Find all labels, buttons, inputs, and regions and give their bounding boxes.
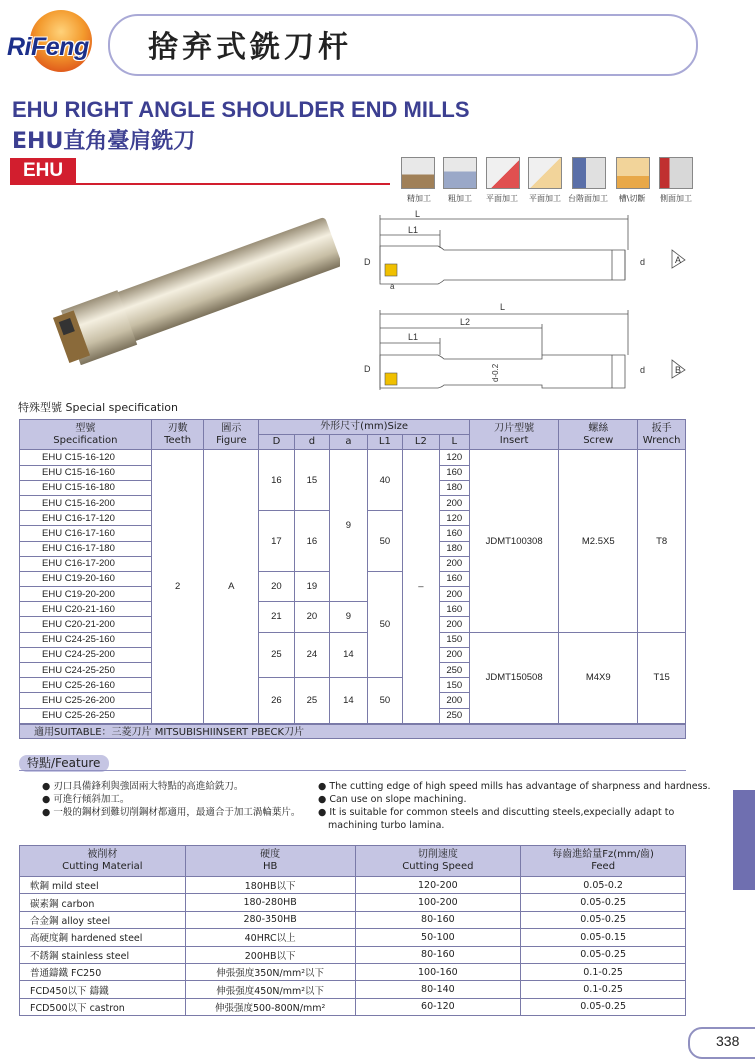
feature-title: 特點/Feature [19, 755, 109, 772]
side-tab [733, 790, 755, 890]
divider [19, 770, 686, 771]
finishing-icon [401, 157, 435, 189]
list-item: machining turbo lamina. [328, 820, 445, 831]
process-label: 精加工 [407, 194, 431, 203]
divider [10, 183, 390, 185]
table-row: 不銹鋼 stainless steel 200HB以下 80-160 0.05-0.25 [20, 946, 686, 963]
table-row: EHU C24-25-160 25 24 14 150 JDMT150508 M4X9 T15 [20, 632, 686, 647]
page-number: 338 [716, 1033, 740, 1049]
features-zh [42, 780, 332, 819]
table-row: EHU C19-20-160 20 19 50 160 [20, 571, 686, 586]
face-milling-2-icon [528, 157, 562, 189]
process-label: 台階面加工 [568, 194, 608, 203]
table-row: EHU C25-26-160 26 25 14 50 150 [20, 678, 686, 693]
process-label: 側面加工 [660, 194, 692, 203]
list-item: ● The cutting edge of high speed mills has advantage of sharpness and hardness. [318, 781, 711, 792]
table-row: 高硬度鋼 hardened steel 40HRC以上 50-100 0.05-0.15 [20, 929, 686, 946]
product-title-en: EHU RIGHT ANGLE SHOULDER END MILLS [12, 97, 470, 122]
tool-photo [40, 205, 340, 365]
list-item: ● 一般的鋼材到難切削鋼材都適用，最適合于加工渦輪葉片。 [42, 807, 301, 818]
table-row: EHU C20-21-200 200 [20, 617, 686, 632]
suitable-note: 適用SUITABLE：三菱刀片 MITSUBISHIINSERT PBECK刀片 [19, 724, 686, 739]
table-row: 合金鋼 alloy steel 280-350HB 80-160 0.05-0.25 [20, 911, 686, 928]
figure-B-label: B [675, 365, 682, 375]
shoulder-icon [572, 157, 606, 189]
dim-d-b: d [640, 365, 646, 375]
dim-D-b: D [364, 364, 371, 374]
table-row: EHU C16-17-160 160 [20, 526, 686, 541]
face-milling-icon [486, 157, 520, 189]
dim-d02: d-0.2 [491, 363, 500, 382]
logo: RiFeng [7, 33, 89, 61]
dim-L-b: L [500, 302, 506, 312]
material-table: 被削材 Cutting Material 硬度 HB 切削速度 Cutting Speed 每齒進給量Fz(mm/齒) Feed 軟鋼 mild steel 180HB以下 120-200 0.05-0.2 碳素鋼 carbon 180-280HB 100-200 0.05-0.25 合金鋼 alloy steel 280-350HB 80-160 0.05-0.25 高硬度鋼 hardened steel 40HRC以上 50-100 0.05-0.15 不銹鋼 stainless steel 200HB以下 80-160 0.05-0.25 普通鑄鐵 FC250 伸張强度350N/mm²以下 100-160 0.1-0.25 FCD450以下 鑄鐵 伸張强度450N/mm²以下 80-140 0.1-0.25 FCD500以下 castron 伸張强度500-800N/mm² 60-120 0.05-0.25 [19, 845, 686, 1016]
table-row: FCD450以下 鑄鐵 伸張强度450N/mm²以下 80-140 0.1-0.25 [20, 981, 686, 998]
table-row: EHU C16-17-180 180 [20, 541, 686, 556]
spec-title: 特殊型號 Special specification [18, 401, 178, 414]
technical-drawing [350, 210, 700, 390]
list-item: ● 刃口具備鋒利與強固兩大特點的高進給銑刀。 [42, 781, 244, 792]
table-row: 普通鑄鐵 FC250 伸張强度350N/mm²以下 100-160 0.1-0.25 [20, 963, 686, 980]
dim-D: D [364, 257, 371, 267]
table-row: EHU C15-16-200 200 [20, 495, 686, 510]
process-label: 粗加工 [448, 194, 472, 203]
table-row: EHU C25-26-250 250 [20, 708, 686, 723]
process-label: 平面加工 [486, 194, 518, 203]
process-label: 槽\切斷 [618, 194, 646, 203]
features-en [318, 780, 718, 832]
table-row: EHU C15-16-120 2 A 16 15 9 40 – 120 JDMT100308 M2.5X5 T8 [20, 450, 686, 465]
dim-L: L [415, 210, 421, 219]
table-row: 軟鋼 mild steel 180HB以下 120-200 0.05-0.2 [20, 877, 686, 894]
list-item: ● It is suitable for common steels and discutting steels,expecially adapt to [318, 807, 675, 818]
product-title-zh: EHU直角臺肩銑刀 [12, 129, 196, 154]
page-title: 捨弃式銑刀杆 [148, 30, 352, 65]
series-tag: EHU [10, 158, 76, 184]
table-row: EHU C16-17-120 17 16 50 120 [20, 511, 686, 526]
roughing-icon [443, 157, 477, 189]
table-row: EHU C24-25-200 200 [20, 647, 686, 662]
dim-L1-b: L1 [408, 332, 419, 342]
table-row: EHU C15-16-160 160 [20, 465, 686, 480]
dim-L2: L2 [460, 317, 471, 327]
dim-L1: L1 [408, 225, 419, 235]
side-milling-icon [659, 157, 693, 189]
table-row: EHU C16-17-200 200 [20, 556, 686, 571]
list-item: ● Can use on slope machining. [318, 794, 467, 805]
slotting-icon [616, 157, 650, 189]
dim-a: a [390, 282, 395, 291]
figure-A-label: A [675, 255, 682, 265]
table-row: EHU C15-16-180 180 [20, 480, 686, 495]
table-row: FCD500以下 castron 伸張强度500-800N/mm² 60-120 0.05-0.25 [20, 998, 686, 1015]
dim-d: d [640, 257, 646, 267]
table-row: EHU C24-25-250 250 [20, 663, 686, 678]
table-row: EHU C20-21-160 21 20 9 160 [20, 602, 686, 617]
table-row: EHU C19-20-200 200 [20, 587, 686, 602]
table-row: EHU C25-26-200 200 [20, 693, 686, 708]
list-item: ● 可進行傾斜加工。 [42, 794, 130, 805]
table-row: 碳素鋼 carbon 180-280HB 100-200 0.05-0.25 [20, 894, 686, 911]
spec-table: 型號 Specification 刃數 Teeth 圖示 Figure 外形尺寸(mm)Size 刀片型號 Insert 螺絲 Screw 扳手 Wrench D d a L1 L2 L EHU C15-16-120 2 A 16 15 9 40 – 120 JDMT100308 M2.5X5 T8 EHU C15-16-160 160 EHU C15-16-180 180 EHU C15-16-200 200 EHU C16-17-120 17 16 50 120 EHU C16-17-160 160 EHU C16-17-180 180 EHU C16-17-200 200 EHU C19-20-160 20 19 50 160 EHU C19-20-200 200 EHU C20-21-160 21 20 9 160 EHU C20-21-200 200 EHU C24-25-160 25 24 14 150 JDMT150508 M4X9 T15 EHU C24-25-200 200 EHU C24-25-250 250 EHU C25-26-160 26 25 14 50 150 EHU C25-26-200 200 EHU C25-26-250 250 [19, 419, 686, 724]
process-label: 平面加工 [529, 194, 561, 203]
